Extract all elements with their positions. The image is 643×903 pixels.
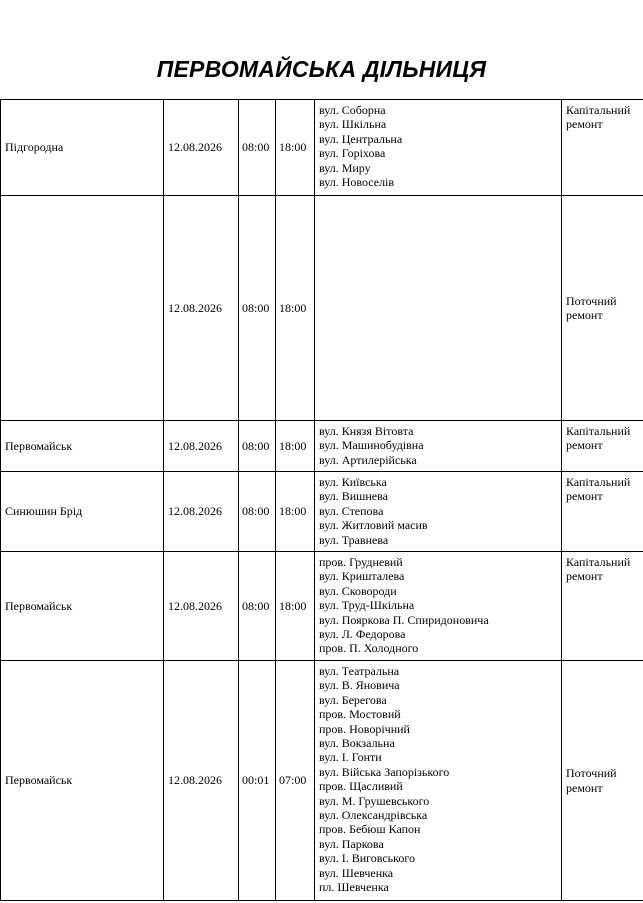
end-time-cell: 18:00 xyxy=(276,472,315,552)
work-type-cell xyxy=(562,196,643,421)
table-row xyxy=(1,472,643,552)
street-item: вул. Київська xyxy=(319,475,387,489)
street-item: вул. Труд-Шкільна xyxy=(319,598,415,613)
table-row xyxy=(1,100,643,196)
street-item: вул. Центральна xyxy=(319,131,403,146)
street-item: вул. Війська Запорізького xyxy=(319,764,450,779)
street-item: вул. Степова xyxy=(319,503,384,518)
street-item: вул. Паркова xyxy=(319,836,384,851)
streets-cell xyxy=(315,472,562,552)
work-type-cell xyxy=(562,421,643,472)
street-item: вул. Артилерійська xyxy=(319,452,417,467)
street-item: пров. П. Холодного xyxy=(319,641,419,656)
place-cell: Синюшин Брід xyxy=(1,472,164,552)
street-item: вул. Новоселів xyxy=(319,175,395,190)
street-item: вул. І. Виговського xyxy=(319,851,415,866)
work-type: Капітальний ремонт xyxy=(566,103,631,132)
street-item: пров. Мостовий xyxy=(319,707,401,722)
street-item: вул. Олександрівська xyxy=(319,808,428,823)
end-time-cell: 18:00 xyxy=(276,100,315,196)
table-row xyxy=(1,552,643,661)
place-cell: Первомайськ xyxy=(1,421,164,472)
street-item: пл. Шевченка xyxy=(319,880,389,895)
work-type: Капітальний ремонт xyxy=(566,555,631,584)
street-item: вул. Вишнева xyxy=(319,489,388,504)
table-row xyxy=(1,421,643,472)
street-item: вул. Шевченка xyxy=(319,865,394,880)
street-item: вул. Миру xyxy=(319,160,371,175)
end-time-cell: 07:00 xyxy=(276,661,315,901)
date-cell: 12.08.2026 xyxy=(164,100,239,196)
streets-cell xyxy=(315,100,562,196)
page-title: ПЕРВОМАЙСЬКА ДІЛЬНИЦЯ xyxy=(156,56,487,82)
street-item: вул. Травнева xyxy=(319,532,389,547)
place-cell: Первомайськ xyxy=(1,661,164,901)
table-row xyxy=(1,196,643,421)
work-type: Капітальний ремонт xyxy=(566,475,631,504)
schedule-table xyxy=(0,99,643,901)
street-item: вул. В. Яновича xyxy=(319,678,400,693)
start-time-cell: 08:00 xyxy=(239,472,276,552)
street-item: пров. Бебюш Капон xyxy=(319,822,421,837)
street-item: вул. Вокзальна xyxy=(319,736,395,751)
street-item: вул. Горіхова xyxy=(319,146,386,161)
street-item: пров. Грудневий xyxy=(319,555,403,569)
street-item: вул. М. Грушевського xyxy=(319,793,430,808)
place-cell xyxy=(1,196,164,421)
street-item: вул. Машинобудівна xyxy=(319,438,424,453)
street-item: вул. Житловий масив xyxy=(319,518,428,533)
work-type: Поточний ремонт xyxy=(566,293,617,322)
street-item: вул. І. Гонти xyxy=(319,750,382,765)
start-time-cell: 08:00 xyxy=(239,196,276,421)
date-cell: 12.08.2026 xyxy=(164,196,239,421)
street-item: вул. Берегова xyxy=(319,692,387,707)
date-cell: 12.08.2026 xyxy=(164,472,239,552)
street-item: вул. Пояркова П. Спиридоновича xyxy=(319,612,489,627)
end-time-cell: 18:00 xyxy=(276,421,315,472)
street-item: вул. Князя Вітовта xyxy=(319,424,414,438)
place-cell: Первомайськ xyxy=(1,552,164,661)
street-item: вул. Театральна xyxy=(319,664,400,678)
work-type-cell xyxy=(562,661,643,901)
street-item: вул. Соборна xyxy=(319,103,386,117)
work-type-cell xyxy=(562,552,643,661)
streets-cell xyxy=(315,552,562,661)
start-time-cell: 08:00 xyxy=(239,552,276,661)
start-time-cell: 08:00 xyxy=(239,421,276,472)
start-time-cell: 08:00 xyxy=(239,100,276,196)
street-item: вул. Кришталева xyxy=(319,569,405,584)
street-item: вул. Шкільна xyxy=(319,117,387,132)
work-type-cell xyxy=(562,100,643,196)
work-type: Капітальний ремонт xyxy=(566,424,631,453)
date-cell: 12.08.2026 xyxy=(164,421,239,472)
street-item: вул. Сковороди xyxy=(319,583,397,598)
start-time-cell: 00:01 xyxy=(239,661,276,901)
date-cell: 12.08.2026 xyxy=(164,552,239,661)
end-time-cell: 18:00 xyxy=(276,196,315,421)
streets-cell xyxy=(315,421,562,472)
end-time-cell: 18:00 xyxy=(276,552,315,661)
streets-cell xyxy=(315,196,562,421)
schedule-body xyxy=(1,100,643,901)
street-item: вул. Л. Федорова xyxy=(319,627,406,642)
street-item: пров. Щасливий xyxy=(319,779,403,794)
place-cell: Підгородна xyxy=(1,100,164,196)
streets-cell xyxy=(315,661,562,901)
table-row xyxy=(1,661,643,901)
work-type-cell xyxy=(562,472,643,552)
date-cell: 12.08.2026 xyxy=(164,661,239,901)
street-item: пров. Новорічний xyxy=(319,721,410,736)
work-type: Поточний ремонт xyxy=(566,766,617,795)
